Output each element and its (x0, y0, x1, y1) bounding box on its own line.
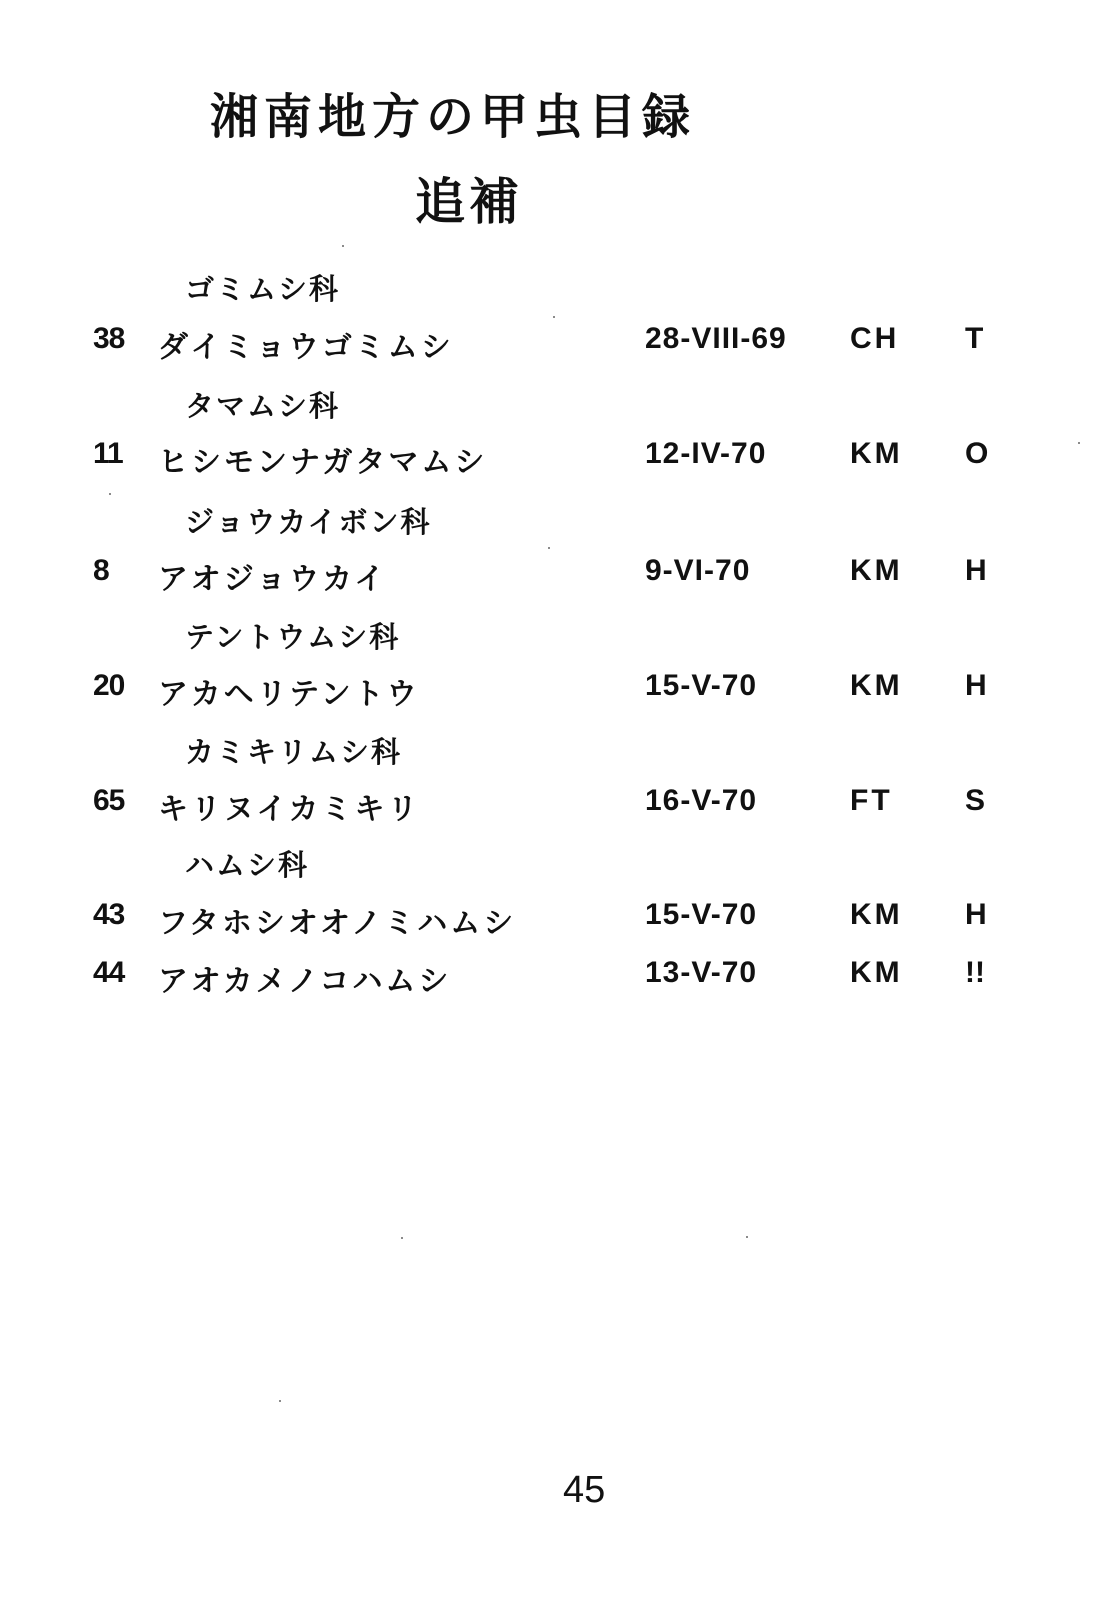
entry-number: 8 (93, 554, 109, 587)
collection-date: 16-V-70 (645, 784, 758, 817)
species-name: アオジョウカイ (158, 562, 388, 597)
locality-code: H (965, 554, 987, 587)
locality-code: T (965, 322, 984, 355)
collector-code: KM (850, 669, 903, 702)
family-name: タマムシ科 (185, 389, 341, 423)
locality-code: S (965, 784, 986, 817)
collection-date: 13-V-70 (645, 956, 758, 989)
scan-speck (746, 1236, 748, 1238)
page-number: 45 (563, 1469, 606, 1511)
species-name: アカヘリテントウ (158, 677, 420, 712)
catalog-entry-8 (0, 554, 1100, 606)
collection-date: 15-V-70 (645, 669, 758, 702)
collector-code: KM (850, 437, 903, 470)
family-heading-ladybird-beetles (0, 615, 1100, 667)
family-name: カミキリムシ科 (185, 735, 403, 769)
catalog-entry-11 (0, 437, 1100, 489)
species-name: ヒシモンナガタマムシ (158, 445, 488, 480)
collection-date: 12-IV-70 (645, 437, 767, 470)
species-name: ダイミョウゴミムシ (158, 330, 454, 365)
collection-date: 15-V-70 (645, 898, 758, 931)
scan-speck (401, 1237, 403, 1239)
family-name: ジョウカイボン科 (185, 505, 432, 539)
scan-speck (548, 547, 550, 549)
catalog-entry-43 (0, 898, 1100, 950)
page-subtitle: 追補 (415, 173, 523, 231)
collector-code: KM (850, 898, 903, 931)
locality-code: H (965, 669, 987, 702)
collection-date: 28-VIII-69 (645, 322, 787, 355)
entry-number: 65 (93, 784, 125, 817)
scan-speck (553, 316, 555, 318)
scan-speck (342, 245, 344, 247)
species-name: フタホシオオノミハムシ (158, 906, 517, 941)
collector-code: KM (850, 554, 903, 587)
catalog-entry-65 (0, 784, 1100, 836)
entry-number: 38 (93, 322, 125, 355)
collector-code: CH (850, 322, 900, 355)
entry-number: 11 (93, 437, 123, 470)
entry-number: 43 (93, 898, 125, 931)
family-heading-leaf-beetles (0, 843, 1100, 895)
family-heading-jewel-beetles (0, 384, 1100, 436)
scan-speck (279, 1400, 281, 1402)
collector-code: FT (850, 784, 893, 817)
family-heading-soldier-beetles (0, 500, 1100, 552)
family-name: ゴミムシ科 (185, 272, 341, 306)
family-heading-longhorn-beetles (0, 730, 1100, 782)
page-title: 湘南地方の甲虫目録 (210, 89, 697, 145)
scan-speck (109, 493, 111, 495)
catalog-entry-20 (0, 669, 1100, 721)
locality-code: H (965, 898, 987, 931)
collector-code: KM (850, 956, 903, 989)
locality-code: !! (965, 956, 985, 989)
collection-date: 9-VI-70 (645, 554, 751, 587)
family-heading-ground-beetles (0, 267, 1100, 319)
entry-number: 44 (93, 956, 125, 989)
catalog-entry-44 (0, 956, 1100, 1008)
species-name: アオカメノコハムシ (158, 964, 452, 999)
catalog-entry-38 (0, 322, 1100, 374)
entry-number: 20 (93, 669, 125, 702)
scan-speck (1078, 442, 1080, 444)
family-name: テントウムシ科 (185, 620, 401, 654)
family-name: ハムシ科 (185, 848, 310, 882)
species-name: キリヌイカミキリ (158, 792, 421, 827)
locality-code: O (965, 437, 989, 470)
